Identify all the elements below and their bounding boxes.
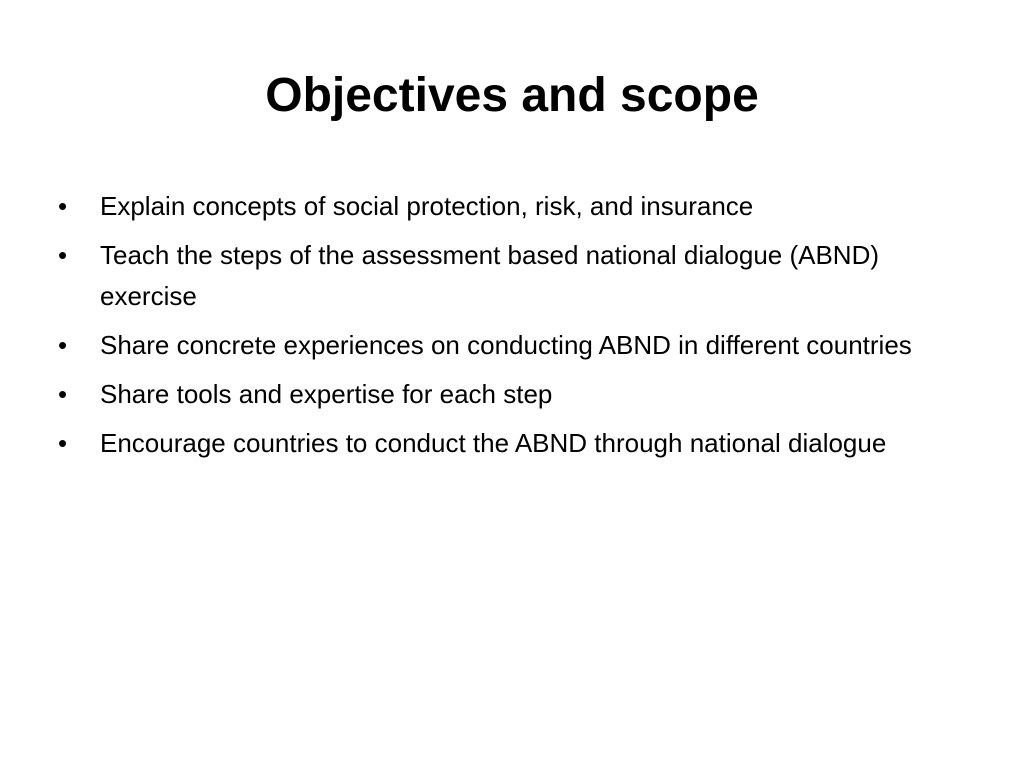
list-item (58, 186, 958, 227)
bullet-icon: • (58, 240, 68, 270)
bullet-text: Explain concepts of social protection, risk, and insurance (100, 191, 754, 221)
list-item (58, 325, 958, 366)
list-item (58, 423, 958, 464)
bullet-icon: • (58, 379, 68, 409)
bullet-icon: • (58, 428, 68, 458)
bullet-list (58, 186, 958, 472)
bullet-text: Share tools and expertise for each step (100, 379, 553, 409)
bullet-text: Share concrete experiences on conducting ABND in different countries (100, 330, 912, 360)
bullet-icon: • (58, 330, 68, 360)
list-item (58, 235, 958, 317)
bullet-text: Teach the steps of the assessment based national dialogue (ABND) exercise (100, 240, 880, 311)
list-item (58, 374, 958, 415)
slide-title: Objectives and scope (265, 69, 759, 122)
bullet-text: Encourage countries to conduct the ABND through national dialogue (100, 428, 887, 458)
bullet-icon: • (58, 191, 68, 221)
